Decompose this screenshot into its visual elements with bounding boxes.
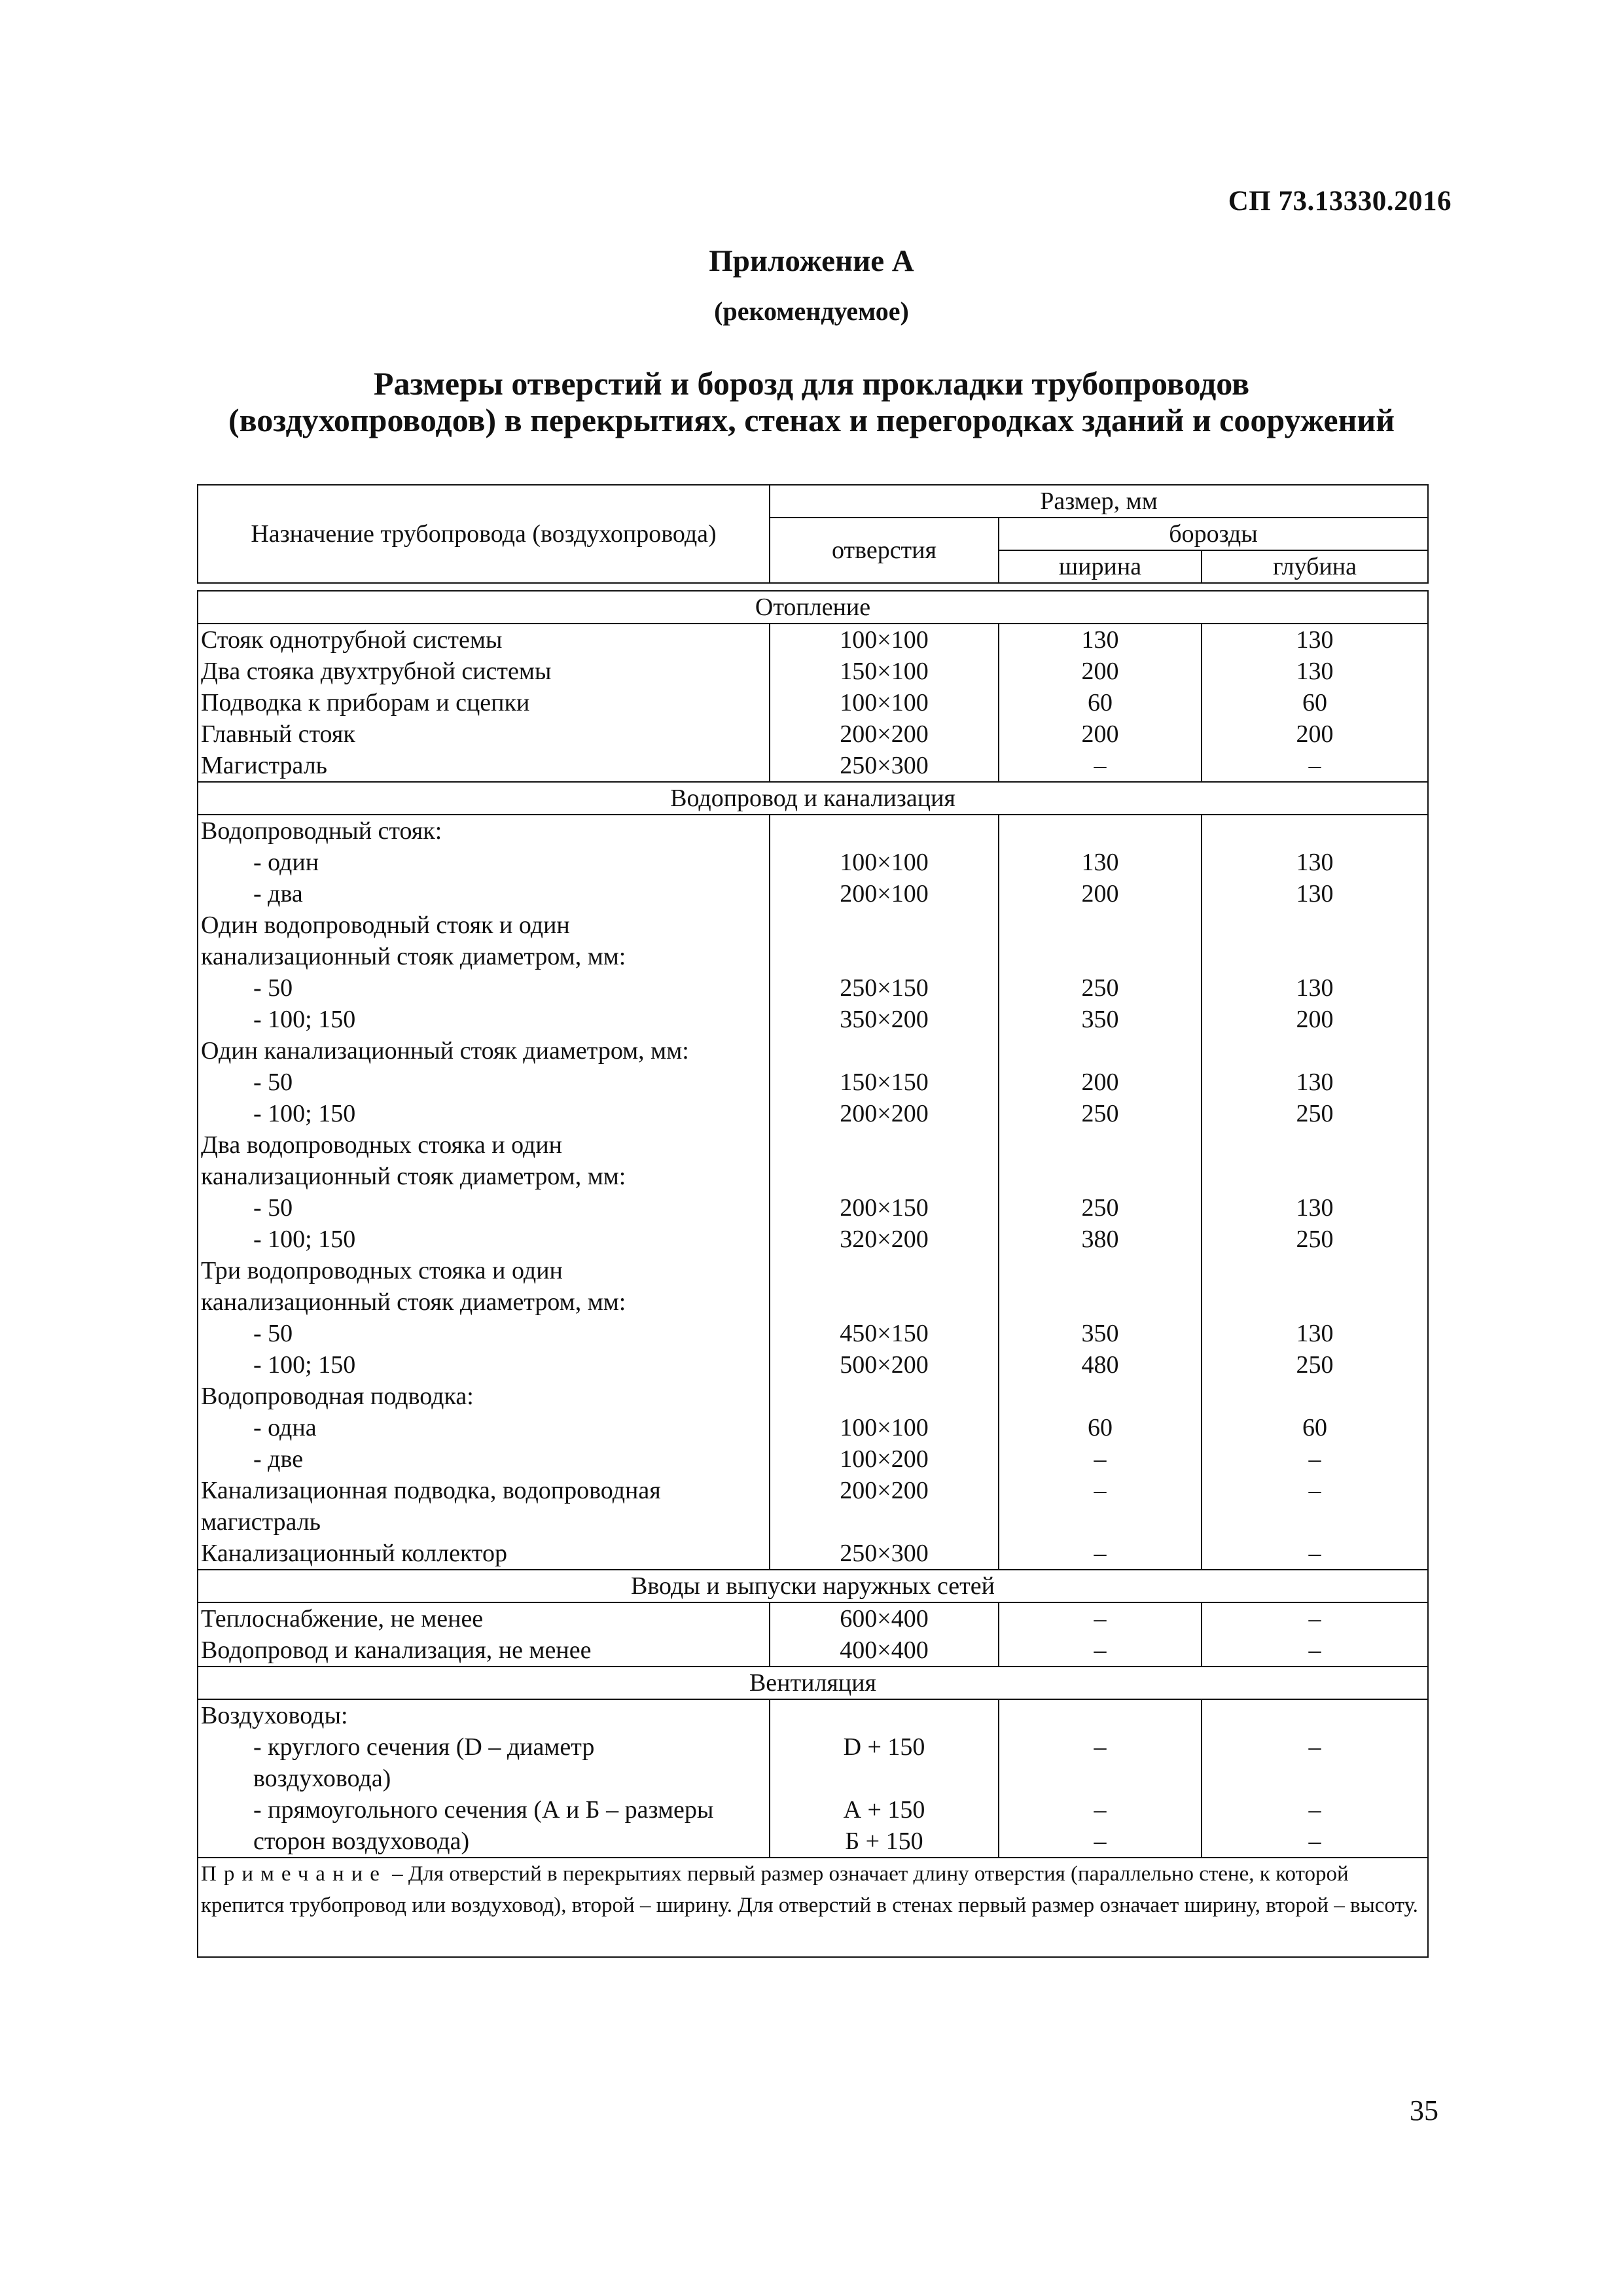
row-groove-depth (1205, 1161, 1425, 1192)
note-row (198, 1858, 1428, 1957)
row-groove-width (1002, 1763, 1198, 1794)
row-name: воздуховода) (253, 1765, 391, 1792)
row-groove-depth: 130 (1296, 974, 1334, 1002)
row-groove-width (1002, 1255, 1198, 1286)
row-groove-depth (1205, 1286, 1425, 1318)
row-groove-width: 250 (1081, 1100, 1119, 1127)
row-groove-depth: 60 (1302, 1414, 1327, 1441)
row-groove-depth: – (1308, 1796, 1321, 1824)
row-name: магистраль (201, 1508, 321, 1536)
row-opening: 250×150 (840, 974, 929, 1002)
section-header-row (198, 1667, 1428, 1699)
row-name: сторон воздуховода) (253, 1828, 470, 1855)
row-groove-width: 60 (1088, 1414, 1113, 1441)
row-groove-depth (1205, 1763, 1425, 1794)
row-groove-width (1002, 1286, 1198, 1318)
header-width: ширина (999, 550, 1202, 583)
note-text: – Для отверстий в перекрытиях первый размер означает длину отверстия (параллельно стене, к которой крепится трубопровод или воздуховод), второй – ширину. Для отверстий в стенах первый размер означает ширину, второй – высоту. (201, 1862, 1418, 1917)
row-opening (773, 815, 995, 847)
row-name: - одна (253, 1414, 317, 1441)
row-groove-width-column (999, 1602, 1202, 1667)
row-opening (773, 941, 995, 972)
row-groove-width: 60 (1088, 689, 1113, 716)
section-rows (198, 1699, 1428, 1858)
row-groove-width-column (999, 815, 1202, 1570)
row-name: канализационный стояк диаметром, мм: (201, 943, 626, 970)
row-groove-width (1002, 1129, 1198, 1161)
row-groove-width: 250 (1081, 1194, 1119, 1222)
row-groove-width-column (999, 1699, 1202, 1858)
row-name: Два стояка двухтрубной системы (201, 658, 552, 685)
row-groove-depth: 130 (1296, 1069, 1334, 1096)
row-groove-width: 130 (1081, 849, 1119, 876)
row-name: Один водопроводный стояк и один (201, 911, 570, 939)
section-header-row (198, 782, 1428, 815)
section-header-row (198, 591, 1428, 624)
row-opening (773, 1763, 995, 1794)
row-opening: 350×200 (840, 1006, 929, 1033)
row-opening: 500×200 (840, 1351, 929, 1379)
row-groove-depth (1205, 1700, 1425, 1731)
row-groove-depth: – (1308, 1605, 1321, 1633)
row-groove-width (1002, 941, 1198, 972)
row-name: Главный стояк (201, 720, 355, 748)
row-name: - прямоугольного сечения (А и Б – размеры (253, 1796, 714, 1824)
appendix-title: Приложение А (709, 244, 914, 278)
row-groove-depth: 130 (1296, 1320, 1334, 1347)
header-opening: отверстия (770, 518, 999, 583)
row-name: Воздуховоды: (201, 1702, 348, 1729)
row-name: - 100; 150 (253, 1351, 356, 1379)
table-header (198, 485, 1428, 591)
row-groove-depth (1205, 941, 1425, 972)
row-groove-width: 350 (1081, 1006, 1119, 1033)
row-name: - 50 (253, 1194, 293, 1222)
row-groove-width (1002, 815, 1198, 847)
row-groove-width: 200 (1081, 1069, 1119, 1096)
row-groove-depth (1205, 815, 1425, 847)
row-groove-depth (1205, 1255, 1425, 1286)
row-groove-width: – (1094, 1828, 1107, 1855)
row-name: Канализационный коллектор (201, 1540, 508, 1567)
row-groove-depth: 250 (1296, 1351, 1334, 1379)
header-divider (198, 583, 1428, 591)
row-opening: 200×200 (840, 720, 929, 748)
row-opening-column (770, 1602, 999, 1667)
row-opening: 150×150 (840, 1069, 929, 1096)
row-name: - 100; 150 (253, 1100, 356, 1127)
row-opening: 200×200 (840, 1477, 929, 1504)
row-name: - два (253, 880, 303, 908)
row-groove-width: 200 (1081, 720, 1119, 748)
row-name-column (198, 624, 770, 782)
row-name-column (198, 1699, 770, 1858)
row-opening: 150×100 (840, 658, 929, 685)
row-name: - 100; 150 (253, 1006, 356, 1033)
row-groove-depth: – (1308, 1540, 1321, 1567)
row-opening: 600×400 (840, 1605, 929, 1633)
row-opening (773, 1381, 995, 1412)
row-name: Два водопроводных стояка и один (201, 1131, 563, 1159)
row-groove-depth: 60 (1302, 689, 1327, 716)
row-opening: D + 150 (843, 1733, 925, 1761)
row-groove-width: 250 (1081, 974, 1119, 1002)
row-groove-depth: 200 (1296, 720, 1334, 748)
row-opening: 100×100 (840, 1414, 929, 1441)
row-groove-depth: – (1308, 1828, 1321, 1855)
row-groove-depth: 250 (1296, 1226, 1334, 1253)
row-opening: 100×100 (840, 849, 929, 876)
row-groove-width: – (1094, 1445, 1107, 1473)
row-opening: 100×100 (840, 626, 929, 654)
row-groove-depth: – (1308, 752, 1321, 779)
note-cell (198, 1858, 1428, 1957)
row-opening: Б + 150 (845, 1828, 923, 1855)
row-groove-depth: 130 (1296, 626, 1334, 654)
row-groove-depth (1205, 1129, 1425, 1161)
row-name: Магистраль (201, 752, 328, 779)
row-name: Один канализационный стояк диаметром, мм: (201, 1037, 689, 1065)
row-groove-width: 200 (1081, 658, 1119, 685)
row-groove-width: – (1094, 1733, 1107, 1761)
row-groove-depth: 130 (1296, 1194, 1334, 1222)
row-name: Теплоснабжение, не менее (201, 1605, 484, 1633)
row-groove-depth: 200 (1296, 1006, 1334, 1033)
row-groove-width-column (999, 624, 1202, 782)
document-code: СП 73.13330.2016 (1228, 186, 1452, 217)
row-name: канализационный стояк диаметром, мм: (201, 1163, 626, 1190)
header-purpose: Назначение трубопровода (воздухопровода) (198, 485, 770, 583)
section-title: Отопление (198, 591, 1428, 624)
row-groove-width: 350 (1081, 1320, 1119, 1347)
row-opening (773, 1161, 995, 1192)
row-groove-depth-column (1202, 815, 1428, 1570)
row-groove-depth: – (1308, 1636, 1321, 1664)
row-opening: 100×200 (840, 1445, 929, 1473)
row-name: - один (253, 849, 319, 876)
row-groove-depth: 130 (1296, 849, 1334, 876)
row-name-column (198, 1602, 770, 1667)
section-rows (198, 1602, 1428, 1667)
row-groove-depth: – (1308, 1477, 1321, 1504)
section-header-row (198, 1570, 1428, 1602)
row-opening-column (770, 815, 999, 1570)
row-groove-depth: 250 (1296, 1100, 1334, 1127)
section-title: Вводы и выпуски наружных сетей (198, 1570, 1428, 1602)
header-grooves: борозды (999, 518, 1428, 550)
row-opening: 200×100 (840, 880, 929, 908)
row-opening (773, 1506, 995, 1538)
row-groove-width: – (1094, 1477, 1107, 1504)
row-groove-depth (1205, 910, 1425, 941)
row-groove-width (1002, 1035, 1198, 1067)
row-opening: 450×150 (840, 1320, 929, 1347)
row-groove-depth: – (1308, 1733, 1321, 1761)
row-name: Канализационная подводка, водопроводная (201, 1477, 661, 1504)
row-groove-depth (1205, 1381, 1425, 1412)
section-rows (198, 815, 1428, 1570)
row-name: - круглого сечения (D – диаметр (253, 1733, 595, 1761)
row-opening: 250×300 (840, 1540, 929, 1567)
row-name: Три водопроводных стояка и один (201, 1257, 563, 1284)
row-opening (773, 1255, 995, 1286)
page-number: 35 (1410, 2094, 1438, 2127)
row-groove-width (1002, 1161, 1198, 1192)
row-opening: А + 150 (843, 1796, 925, 1824)
row-groove-width: 480 (1081, 1351, 1119, 1379)
row-opening (773, 1286, 995, 1318)
section-title: Вентиляция (198, 1667, 1428, 1699)
table-body (198, 591, 1428, 1957)
row-name: канализационный стояк диаметром, мм: (201, 1288, 626, 1316)
section-title: Водопровод и канализация (198, 782, 1428, 815)
row-opening: 200×200 (840, 1100, 929, 1127)
appendix-subtitle: (рекомендуемое) (714, 296, 909, 326)
row-opening-column (770, 1699, 999, 1858)
header-size: Размер, мм (770, 485, 1428, 518)
sizes-table (197, 484, 1429, 1958)
row-opening: 250×300 (840, 752, 929, 779)
row-groove-width: – (1094, 1636, 1107, 1664)
row-opening (773, 910, 995, 941)
row-name-column (198, 815, 770, 1570)
row-name: Водопроводная подводка: (201, 1383, 474, 1410)
row-opening: 320×200 (840, 1226, 929, 1253)
row-groove-depth: 130 (1296, 658, 1334, 685)
row-groove-width: – (1094, 1796, 1107, 1824)
row-groove-depth: 130 (1296, 880, 1334, 908)
row-groove-width (1002, 1700, 1198, 1731)
row-groove-width (1002, 910, 1198, 941)
row-groove-depth-column (1202, 624, 1428, 782)
row-opening (773, 1129, 995, 1161)
row-name: - 50 (253, 974, 293, 1002)
row-name: - 50 (253, 1320, 293, 1347)
row-opening: 100×100 (840, 689, 929, 716)
row-opening: 400×400 (840, 1636, 929, 1664)
row-groove-width (1002, 1506, 1198, 1538)
table-title (0, 365, 1623, 438)
row-groove-width: – (1094, 752, 1107, 779)
header-depth: глубина (1202, 550, 1428, 583)
row-opening (773, 1035, 995, 1067)
note-label: Примечание (201, 1862, 387, 1886)
row-opening-column (770, 624, 999, 782)
section-rows (198, 624, 1428, 782)
row-name: - 100; 150 (253, 1226, 356, 1253)
row-groove-width (1002, 1381, 1198, 1412)
row-groove-width: 130 (1081, 626, 1119, 654)
row-groove-depth (1205, 1035, 1425, 1067)
row-name: Водопроводный стояк: (201, 817, 442, 845)
row-name: - 50 (253, 1069, 293, 1096)
row-groove-depth (1205, 1506, 1425, 1538)
row-name: Подводка к приборам и сцепки (201, 689, 530, 716)
row-groove-depth: – (1308, 1445, 1321, 1473)
row-groove-depth-column (1202, 1699, 1428, 1858)
row-name: - две (253, 1445, 304, 1473)
row-groove-width: 200 (1081, 880, 1119, 908)
table-title-line-2: (воздухопроводов) в перекрытиях, стенах и перегородках зданий и сооружений (228, 402, 1395, 438)
row-groove-width: – (1094, 1605, 1107, 1633)
row-name: Водопровод и канализация, не менее (201, 1636, 592, 1664)
row-groove-width: 380 (1081, 1226, 1119, 1253)
row-name: Стояк однотрубной системы (201, 626, 503, 654)
row-groove-depth-column (1202, 1602, 1428, 1667)
row-groove-width: – (1094, 1540, 1107, 1567)
row-opening (773, 1700, 995, 1731)
row-opening: 200×150 (840, 1194, 929, 1222)
table-title-line-1: Размеры отверстий и борозд для прокладки трубопроводов (373, 365, 1250, 402)
